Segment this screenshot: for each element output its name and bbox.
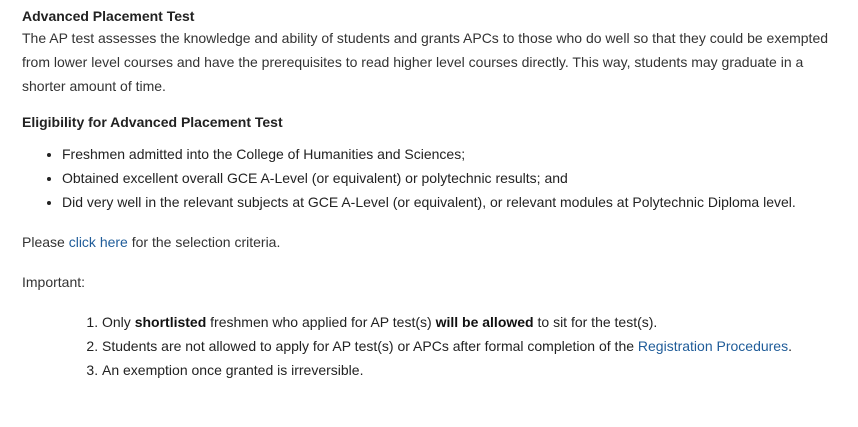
rule2-text: Students are not allowed to apply for AP test(s) or APCs after formal completion of the xyxy=(102,338,638,354)
selection-prefix: Please xyxy=(22,234,69,250)
important-label: Important: xyxy=(22,274,86,290)
important-rules-list xyxy=(22,310,842,382)
rule-shortlisted xyxy=(102,310,842,334)
rule1-part2: freshmen who applied for AP test(s) xyxy=(206,314,436,330)
eligibility-item: • Obtained excellent overall GCE A-Level (or equivalent) or polytechnic results; and xyxy=(62,166,842,190)
selection-criteria-text xyxy=(22,230,842,254)
ap-test-description: The AP test assesses the knowledge and ability of students and grants APCs to those who do well so that they could be exempted from lower level courses and have the prerequisites to read higher level courses directly. This way, students may graduate in a shorter amount of time. xyxy=(22,30,829,94)
selection-suffix: for the selection criteria. xyxy=(127,234,281,250)
rule-irreversible: 3. An exemption once granted is irreversible. xyxy=(102,358,842,382)
rule1-bold-allowed: will be allowed xyxy=(435,314,534,330)
eligibility-item: • Freshmen admitted into the College of Humanities and Sciences; xyxy=(62,142,842,166)
rule2-suffix: . xyxy=(788,338,792,354)
eligibility-item: • Did very well in the relevant subjects at GCE A-Level (or equivalent), or relevant modules at Polytechnic Diploma level. xyxy=(62,190,842,214)
rule1-part1: Only xyxy=(102,314,135,330)
rule-registration xyxy=(102,334,842,358)
selection-criteria-link[interactable]: click here xyxy=(68,234,128,250)
eligibility-heading: Eligibility for Advanced Placement Test xyxy=(22,114,283,130)
rule1-part3: to sit for the test(s). xyxy=(533,314,658,330)
rule1-bold-shortlisted: shortlisted xyxy=(134,314,207,330)
ap-test-heading: Advanced Placement Test xyxy=(22,8,195,24)
eligibility-list xyxy=(22,142,842,214)
ap-content xyxy=(22,6,842,382)
registration-procedures-link[interactable]: Registration Procedures xyxy=(637,338,789,354)
